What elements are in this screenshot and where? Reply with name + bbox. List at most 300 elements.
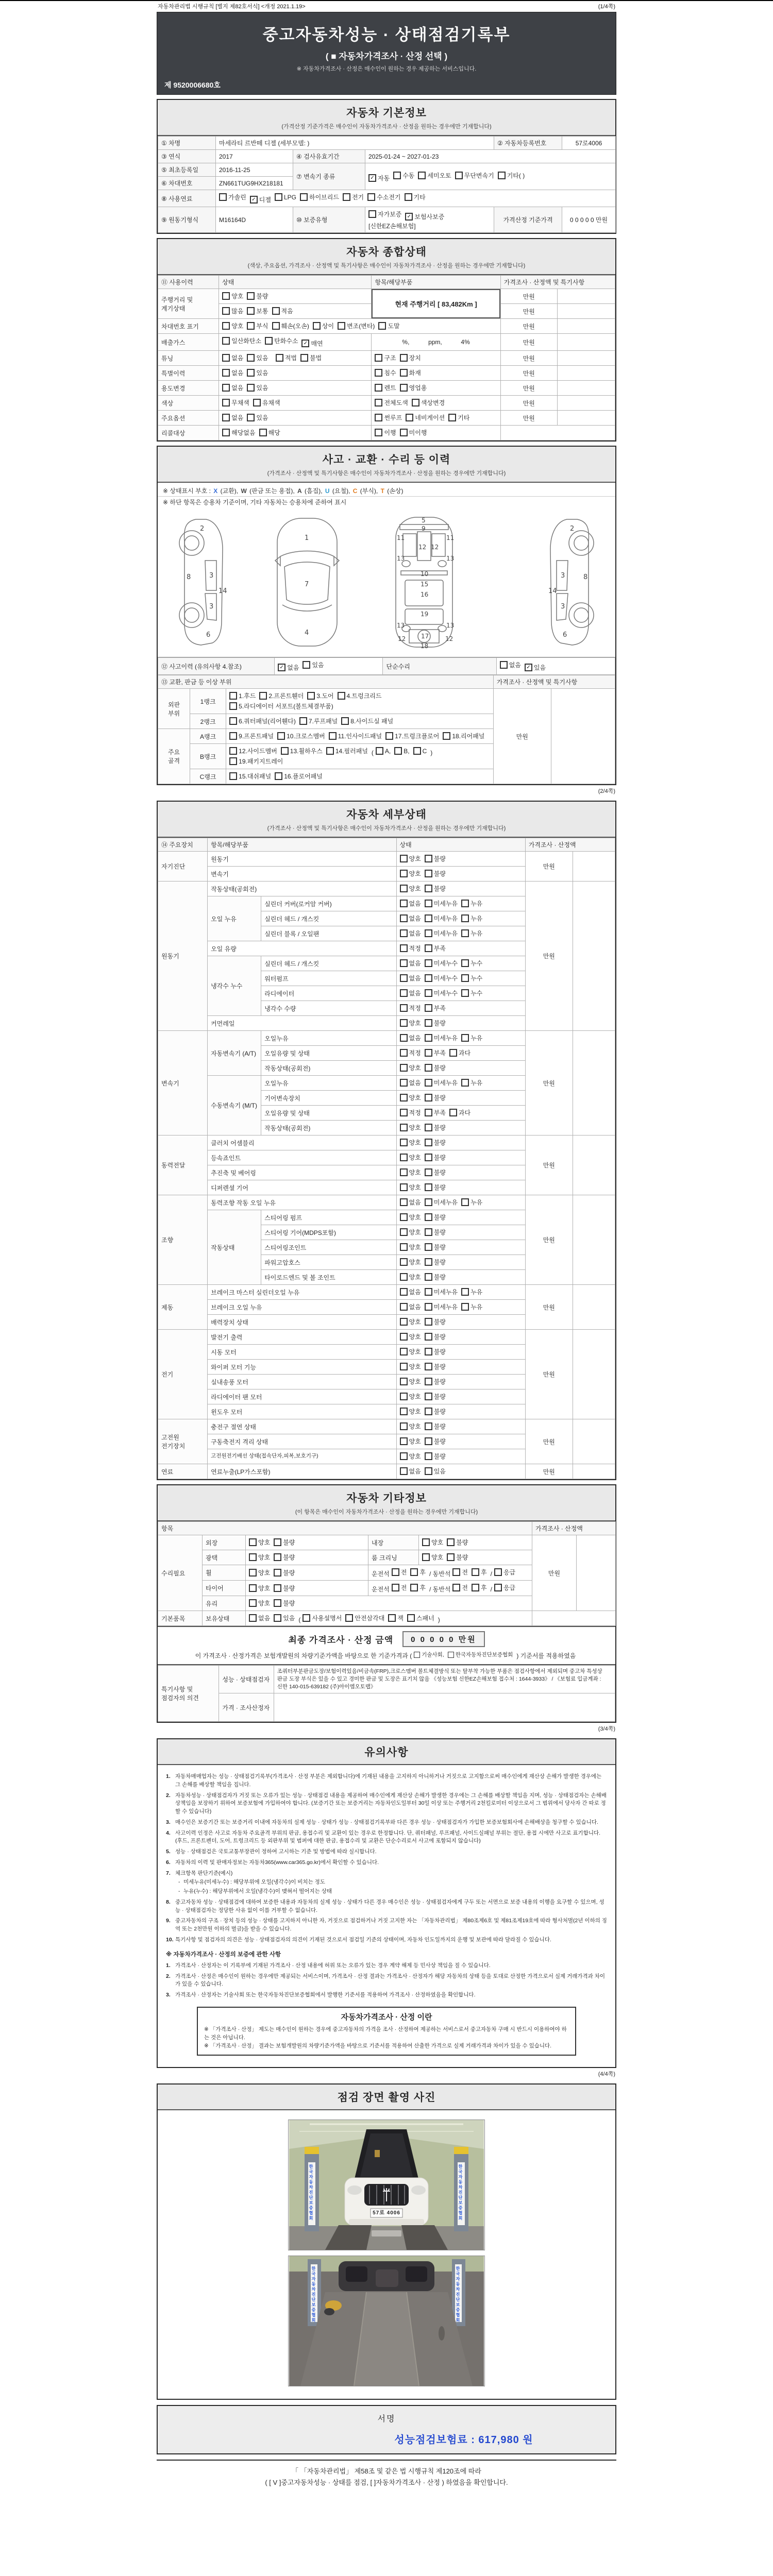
checkbox-누수[interactable] [461, 989, 482, 997]
checkbox-미세누수[interactable] [425, 959, 458, 968]
checkbox-label: 있음 [256, 369, 268, 377]
checkbox-box [265, 337, 273, 345]
svg-text:2: 2 [200, 525, 205, 533]
checkbox-일산화탄소[interactable] [222, 336, 261, 345]
checkbox-누유[interactable] [461, 1287, 482, 1296]
checkbox-양호[interactable] [400, 1183, 421, 1192]
checkbox-양호[interactable] [400, 884, 421, 893]
checkbox-box [229, 702, 237, 710]
checkbox-8.사이드실 패널[interactable] [341, 717, 393, 725]
checkbox-네비게이션[interactable] [406, 413, 445, 422]
table-cell: ② 자동차등록번호 [494, 137, 562, 150]
checkbox-상이[interactable] [313, 321, 334, 330]
checkbox-불량[interactable] [447, 1553, 468, 1562]
checkbox-후[interactable] [410, 1583, 426, 1592]
checkbox-훼손(오손)[interactable] [272, 321, 309, 330]
form-rule-text: 자동차관리법 시행규칙 [별지 제82호서식] <개정 2021.1.19> [158, 4, 306, 10]
checkbox-양호[interactable] [400, 1153, 421, 1162]
checkbox-양호[interactable] [400, 1422, 421, 1431]
checkbox-box [300, 193, 308, 201]
checkbox-없음[interactable] [400, 1198, 421, 1207]
checkbox-잭[interactable] [388, 1614, 404, 1622]
checkbox-없음[interactable] [400, 914, 421, 923]
table-cell [396, 1300, 525, 1315]
checkbox-미세누수[interactable] [425, 989, 458, 997]
checkbox-양호[interactable] [400, 1243, 421, 1251]
checkbox-box [425, 1467, 432, 1475]
checkbox-적정[interactable] [400, 1108, 421, 1117]
checkbox-불량[interactable] [425, 1392, 446, 1401]
checkbox-불량[interactable] [425, 1437, 446, 1446]
checkbox-전[interactable] [452, 1568, 468, 1577]
checkbox-없음[interactable] [400, 1467, 421, 1476]
checkbox-변조(변타)[interactable] [338, 321, 375, 330]
svg-text:3: 3 [209, 603, 214, 611]
checkbox-양호[interactable] [222, 292, 243, 300]
checkbox-불량[interactable] [425, 1317, 446, 1326]
checkbox-label: 양호 [409, 1423, 421, 1430]
checkbox-전체도색[interactable] [375, 398, 408, 407]
checkbox-있음[interactable] [425, 1467, 446, 1476]
checkbox-있음[interactable] [303, 660, 324, 669]
table-row [158, 1285, 615, 1300]
checkbox-label: 없음 [409, 1199, 421, 1206]
checkbox-양호[interactable] [400, 1407, 421, 1416]
checkbox-B,[interactable] [394, 747, 409, 755]
checkbox-양호[interactable] [249, 1553, 270, 1562]
table-cell: 오일누유 [261, 1031, 396, 1046]
checkbox-자동[interactable] [368, 174, 390, 182]
checkbox-적정[interactable] [400, 1048, 421, 1057]
checkbox-17.트렁크플로어[interactable] [385, 732, 439, 740]
checkbox-수동[interactable] [393, 171, 414, 180]
table-cell: 연료 [158, 1464, 208, 1479]
checkbox-label: 수동 [402, 172, 415, 179]
checkbox-미세누수[interactable] [425, 974, 458, 982]
checkbox-불량[interactable] [425, 884, 446, 893]
checkbox-미세누유[interactable] [425, 1287, 458, 1296]
checkbox-box [400, 1213, 408, 1221]
checkbox-후[interactable] [472, 1583, 487, 1592]
checkbox-양호[interactable] [222, 321, 243, 330]
checkbox-무단변속기[interactable] [455, 171, 494, 180]
checkbox-box [222, 414, 230, 421]
checkbox-하이브리드[interactable] [300, 193, 339, 201]
checkbox-무채색[interactable] [222, 398, 249, 407]
text-token: ) [438, 1616, 440, 1623]
notice-item-number: 1. [166, 1962, 171, 1969]
checkbox-썬루프[interactable] [375, 413, 402, 422]
checkbox-구조[interactable] [375, 353, 396, 362]
table-cell: 외장 [203, 1535, 246, 1550]
checkbox-6.쿼터패널(리어휀다)[interactable] [229, 717, 296, 725]
data-table [158, 275, 615, 440]
checkbox-없음[interactable] [400, 929, 421, 938]
table-cell [396, 1434, 525, 1449]
checkbox-양호[interactable] [422, 1538, 443, 1547]
checkbox-불량[interactable] [425, 1183, 446, 1192]
checkbox-탄화수소[interactable] [265, 336, 298, 345]
checkbox-적정[interactable] [400, 1004, 421, 1012]
checkbox-불량[interactable] [425, 1213, 446, 1222]
checkbox-label: 양호 [409, 1244, 421, 1251]
checkbox-미세누유[interactable] [425, 1198, 458, 1207]
checkbox-후[interactable] [472, 1568, 487, 1577]
checkbox-양호[interactable] [400, 1317, 421, 1326]
checkbox-없음[interactable] [222, 368, 243, 377]
checkbox-자가보증[interactable] [368, 210, 401, 218]
checkbox-불량[interactable] [425, 1123, 446, 1132]
state-symbol-legend [158, 483, 615, 497]
car-side-left-numbers [187, 525, 227, 639]
checkbox-불량[interactable] [274, 1599, 295, 1607]
checkbox-불량[interactable] [447, 1538, 468, 1547]
checkbox-box [425, 959, 432, 967]
checkbox-스패너[interactable] [407, 1614, 434, 1622]
checkbox-미세누유[interactable] [425, 929, 458, 938]
checkbox-불량[interactable] [425, 1452, 446, 1461]
table-cell [500, 426, 615, 440]
table-cell: 배출가스 [158, 334, 219, 351]
checkbox-box [274, 1614, 281, 1622]
checkbox-없음[interactable] [400, 1302, 421, 1311]
checkbox-불량[interactable] [425, 1019, 446, 1027]
checkbox-양호[interactable] [249, 1568, 270, 1577]
checkbox-양호[interactable] [249, 1584, 270, 1592]
checkbox-있음[interactable] [274, 1614, 295, 1622]
checkbox-15.대쉬패널[interactable] [229, 772, 271, 781]
checkbox-과다[interactable] [449, 1108, 470, 1117]
checkbox-없음[interactable] [222, 383, 243, 392]
checkbox-과다[interactable] [449, 1048, 470, 1057]
checkbox-box [400, 1228, 408, 1236]
checkbox-전[interactable] [392, 1568, 407, 1577]
checkbox-미세누유[interactable] [425, 914, 458, 923]
checkbox-3.도어[interactable] [307, 691, 333, 700]
checkbox-양호[interactable] [249, 1538, 270, 1547]
checkbox-불량[interactable] [425, 1422, 446, 1431]
checkbox-양호[interactable] [249, 1599, 270, 1607]
checkbox-불량[interactable] [425, 1377, 446, 1386]
checkbox-양호[interactable] [400, 854, 421, 863]
checkbox-box [461, 929, 469, 937]
checkbox-양호[interactable] [400, 1063, 421, 1072]
signature-box [157, 2405, 616, 2454]
checkbox-12.사이드멤버[interactable] [229, 747, 277, 755]
checkbox-양호[interactable] [400, 869, 421, 878]
checkbox-양호[interactable] [400, 1362, 421, 1371]
checkbox-해당[interactable] [259, 428, 280, 437]
checkbox-양호[interactable] [400, 1377, 421, 1386]
lift-banner-left-text: 한국자동차진단보증협회 [309, 2164, 313, 2221]
notice-item [166, 1792, 607, 1816]
checkbox-유채색[interactable] [253, 398, 280, 407]
checkbox-누유[interactable] [461, 1302, 482, 1311]
checkbox-불량[interactable] [425, 1258, 446, 1266]
checkbox-기타( )[interactable] [498, 171, 525, 180]
checkbox-세미오토[interactable] [418, 171, 451, 180]
checkbox-불량[interactable] [425, 869, 446, 878]
checkbox-한국자동차진단보증협회[interactable] [448, 1651, 513, 1658]
checkbox-이행[interactable] [375, 428, 396, 437]
checkbox-불량[interactable] [274, 1568, 295, 1577]
checkbox-box [455, 172, 463, 179]
checkbox-미세누유[interactable] [425, 1033, 458, 1042]
checkbox-응급[interactable] [494, 1568, 515, 1577]
checkbox-양호[interactable] [400, 1273, 421, 1281]
checkbox-없음[interactable] [249, 1614, 270, 1622]
checkbox-4.트렁크리드[interactable] [338, 691, 382, 700]
checkbox-불량[interactable] [425, 1063, 446, 1072]
legend-symbol-U: U [325, 487, 330, 495]
checkbox-불량[interactable] [425, 1168, 446, 1177]
table-cell [557, 381, 615, 396]
checkbox-불량[interactable] [425, 1243, 446, 1251]
checkbox-14.필러패널[interactable] [326, 747, 368, 755]
checkbox-10.크로스멤버[interactable] [277, 732, 325, 740]
table-row [158, 276, 615, 289]
checkbox-미세누유[interactable] [425, 899, 458, 908]
checkbox-영업용[interactable] [400, 383, 427, 392]
checkbox-label: 없음 [409, 1079, 421, 1087]
checkbox-미세누유[interactable] [425, 1078, 458, 1087]
notice-item-number: 8. [166, 1899, 171, 1905]
checkbox-적음[interactable] [272, 307, 293, 315]
table-cell: 스티어링 기어(MDPS포함) [261, 1225, 396, 1240]
checkbox-있음[interactable] [247, 383, 268, 392]
checkbox-양호[interactable] [400, 1347, 421, 1356]
checkbox-있음[interactable] [247, 368, 268, 377]
checkbox-누수[interactable] [461, 974, 482, 982]
checkbox-누유[interactable] [461, 914, 482, 923]
table-row [158, 319, 615, 334]
checkbox-양호[interactable] [400, 1258, 421, 1266]
checkbox-후[interactable] [410, 1568, 426, 1577]
checkbox-box [400, 959, 408, 967]
checkbox-불량[interactable] [425, 1362, 446, 1371]
photos-title: 점검 장면 촬영 사진 [337, 2091, 436, 2104]
data-table [158, 675, 615, 784]
checkbox-전[interactable] [452, 1583, 468, 1592]
checkbox-없음[interactable] [400, 899, 421, 908]
checkbox-화재[interactable] [400, 368, 421, 377]
checkbox-적법[interactable] [276, 353, 297, 362]
checkbox-불량[interactable] [425, 1407, 446, 1416]
checkbox-불량[interactable] [247, 292, 268, 300]
checkbox-부족[interactable] [425, 1048, 446, 1057]
checkbox-누유[interactable] [461, 1033, 482, 1042]
checkbox-label: 네비게이션 [415, 414, 445, 421]
checkbox-누유[interactable] [461, 929, 482, 938]
checkbox-양호[interactable] [400, 1123, 421, 1132]
checkbox-A,[interactable] [376, 747, 391, 755]
checkbox-label: 14.필러패널 [335, 748, 368, 755]
checkbox-9.프론트패널[interactable] [229, 732, 274, 740]
checkbox-기타[interactable] [448, 413, 469, 422]
checkbox-없음[interactable] [400, 1033, 421, 1042]
checkbox-전기[interactable] [343, 193, 364, 201]
table-cell [246, 1535, 368, 1550]
checkbox-도말[interactable] [378, 321, 399, 330]
checkbox-2.프론트휀더[interactable] [259, 691, 304, 700]
final-price-value: 0 0 0 0 0 만원 [402, 1631, 485, 1647]
checkbox-C[interactable] [413, 747, 427, 755]
notice-item-number: - [178, 1879, 180, 1886]
checkbox-box [400, 870, 408, 877]
checkbox-box [405, 193, 412, 201]
checkbox-기술사회,[interactable] [414, 1651, 444, 1658]
checkbox-box: ✓ [250, 196, 258, 204]
checkbox-없음[interactable] [400, 1287, 421, 1296]
checkbox-누유[interactable] [461, 1078, 482, 1087]
checkbox-보통[interactable] [247, 307, 268, 315]
checkbox-렌트[interactable] [375, 383, 396, 392]
table-cell [396, 1255, 525, 1270]
checkbox-없음[interactable] [400, 974, 421, 982]
checkbox-label: 응급 [503, 1584, 516, 1591]
checkbox-불량[interactable] [274, 1538, 295, 1547]
table-cell: 고전원 전기장치 [158, 1419, 208, 1464]
checkbox-없음[interactable] [400, 959, 421, 968]
checkbox-미세누유[interactable] [425, 1302, 458, 1311]
checkbox-장치[interactable] [400, 353, 421, 362]
table-cell [396, 852, 525, 867]
checkbox-box [400, 1348, 408, 1355]
checkbox-label: 누유 [470, 1199, 483, 1206]
checkbox-적정[interactable] [400, 944, 421, 953]
checkbox-부족[interactable] [425, 1004, 446, 1012]
checkbox-누유[interactable] [461, 899, 482, 908]
text-token: / 동반석 [429, 1570, 451, 1578]
checkbox-양호[interactable] [400, 1452, 421, 1461]
notice-item [178, 1878, 607, 1887]
notice-item [166, 1991, 607, 1999]
table-row [158, 289, 615, 304]
checkbox-부족[interactable] [425, 1108, 446, 1117]
checkbox-부족[interactable] [425, 944, 446, 953]
checkbox-양호[interactable] [400, 1213, 421, 1222]
checkbox-13.휠하우스[interactable] [281, 747, 323, 755]
checkbox-label: 불량 [433, 1229, 446, 1236]
checkbox-불법[interactable] [300, 353, 322, 362]
checkbox-불량[interactable] [274, 1584, 295, 1592]
checkbox-label: 누수 [470, 960, 483, 967]
checkbox-불량[interactable] [274, 1553, 295, 1562]
checkbox-수소전기[interactable] [367, 193, 400, 201]
checkbox-응급[interactable] [494, 1583, 515, 1592]
checkbox-양호[interactable] [400, 1019, 421, 1027]
checkbox-box [414, 1652, 420, 1658]
car-damage-diagram [158, 510, 615, 657]
checkbox-box [222, 322, 230, 330]
checkbox-양호[interactable] [400, 1168, 421, 1177]
definition-box-title: 자동차가격조사 · 산정 이란 [341, 2012, 432, 2022]
checkbox-없음[interactable] [278, 663, 299, 672]
checkbox-box [222, 369, 230, 377]
checkbox-없음[interactable] [400, 1078, 421, 1087]
checkbox-누유[interactable] [461, 1198, 482, 1207]
checkbox-많음[interactable] [222, 307, 243, 315]
table-cell: 색상 [158, 396, 219, 411]
checkbox-있음[interactable] [525, 663, 546, 672]
checkbox-기타[interactable] [405, 193, 426, 201]
checkbox-양호[interactable] [400, 1392, 421, 1401]
checkbox-부식[interactable] [247, 321, 268, 330]
checkbox-LPG[interactable] [275, 193, 296, 201]
checkbox-가솔린[interactable] [219, 193, 246, 201]
checkbox-양호[interactable] [400, 1332, 421, 1341]
checkbox-label: 불량 [433, 885, 446, 892]
checkbox-불량[interactable] [425, 1153, 446, 1162]
checkbox-box [410, 1584, 418, 1591]
checkbox-label: 가솔린 [228, 194, 246, 201]
checkbox-box [461, 1034, 469, 1042]
table-cell [216, 190, 616, 207]
checkbox-label: 과다 [458, 1049, 471, 1057]
checkbox-불량[interactable] [425, 854, 446, 863]
checkbox-label: 누유 [470, 1035, 483, 1042]
checkbox-있음[interactable] [247, 353, 268, 362]
checkbox-불량[interactable] [425, 1347, 446, 1356]
checkbox-16.플로어패널[interactable] [275, 772, 323, 781]
checkbox-없음[interactable] [500, 660, 521, 669]
checkbox-디젤[interactable] [250, 195, 271, 204]
checkbox-1.후드[interactable] [229, 691, 256, 700]
checkbox-전[interactable] [392, 1583, 407, 1592]
checkbox-색상변경[interactable] [412, 398, 445, 407]
checkbox-label: 미세누수 [433, 990, 458, 997]
table-cell: 실린더 커버(로커암 커버) [261, 896, 396, 911]
checkbox-불량[interactable] [425, 1138, 446, 1147]
checkbox-양호[interactable] [400, 1093, 421, 1102]
table-row [158, 1195, 615, 1210]
checkbox-없음[interactable] [400, 989, 421, 997]
checkbox-불량[interactable] [425, 1093, 446, 1102]
checkbox-양호[interactable] [422, 1553, 443, 1562]
checkbox-box [394, 747, 402, 755]
checkbox-매연[interactable] [301, 339, 323, 348]
checkbox-안전삼각대[interactable] [345, 1614, 384, 1622]
checkbox-보험사보증[interactable] [405, 212, 444, 221]
checkbox-해당없음[interactable] [222, 428, 255, 437]
checkbox-18.리어패널[interactable] [443, 732, 484, 740]
checkbox-11.인사이드패널[interactable] [329, 732, 382, 740]
checkbox-미이행[interactable] [400, 428, 427, 437]
document [157, 1, 616, 2493]
checkbox-box [229, 732, 237, 740]
checkbox-불량[interactable] [425, 1228, 446, 1236]
checkbox-양호[interactable] [400, 1228, 421, 1236]
checkbox-7.루프패널[interactable] [299, 717, 338, 725]
checkbox-사용설명서[interactable] [303, 1614, 342, 1622]
table-row [158, 190, 616, 207]
checkbox-box [425, 885, 432, 892]
checkbox-양호[interactable] [400, 1437, 421, 1446]
table-cell [219, 426, 372, 440]
checkbox-누수[interactable] [461, 959, 482, 968]
checkbox-침수[interactable] [375, 368, 396, 377]
checkbox-있음[interactable] [247, 413, 268, 422]
checkbox-없음[interactable] [222, 353, 243, 362]
notice-item-number: 3. [166, 1992, 171, 1998]
checkbox-양호[interactable] [400, 1138, 421, 1147]
table-row [158, 396, 615, 411]
checkbox-5.라디에이터 서포트(볼트체결부품)[interactable] [229, 702, 333, 710]
checkbox-없음[interactable] [222, 413, 243, 422]
checkbox-불량[interactable] [425, 1273, 446, 1281]
checkbox-19.패키지트레이[interactable] [229, 757, 283, 766]
checkbox-불량[interactable] [425, 1332, 446, 1341]
